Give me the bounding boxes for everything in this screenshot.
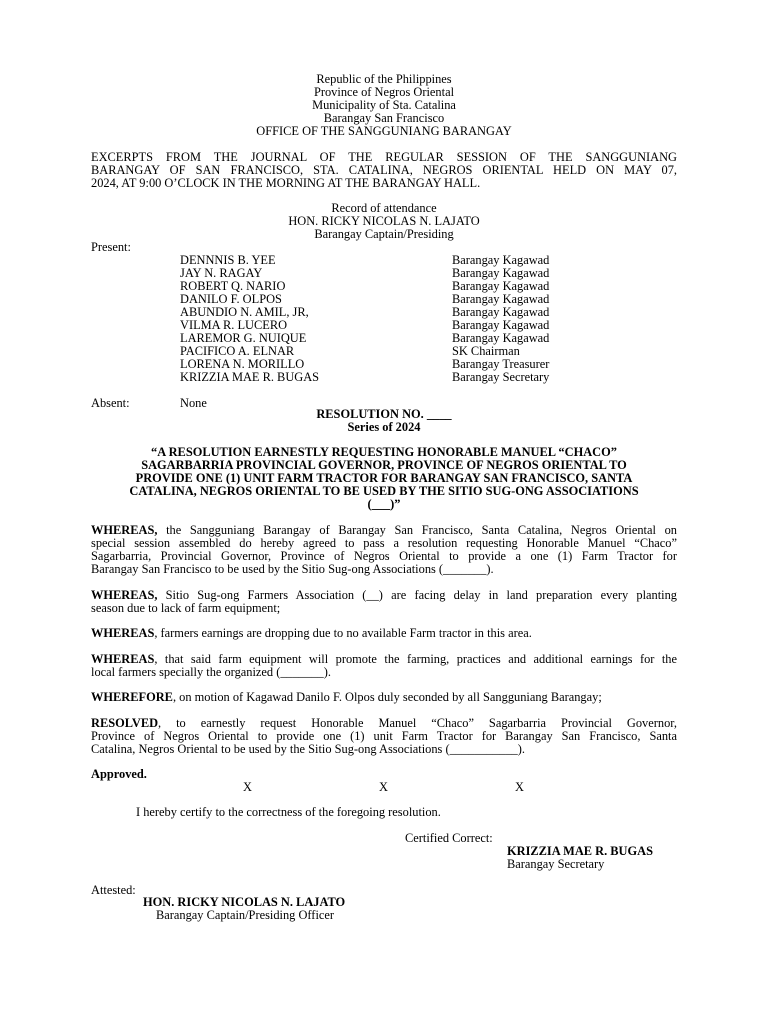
resolution-title-line: “A RESOLUTION EARNESTLY REQUESTING HONORABLE MANUEL “CHACO”	[151, 445, 617, 459]
member-position: Barangay Kagawad	[452, 266, 550, 280]
attested-label: Attested:	[91, 883, 136, 897]
secretary-name: KRIZZIA MAE R. BUGAS	[507, 844, 653, 858]
resolved-line-3: Catalina, Negros Oriental to be used by the Sitio Sug-ong Associations (___________).	[91, 742, 525, 756]
wherefore-line: WHEREFORE, on motion of Kagawad Danilo F. Olpos duly seconded by all Sangguniang Barangay;	[91, 690, 602, 704]
resolution-title-line: CATALINA, NEGROS ORIENTAL TO BE USED BY THE SITIO SUG-ONG ASSOCIATIONS	[129, 484, 639, 498]
resolution-title-line: PROVIDE ONE (1) UNIT FARM TRACTOR FOR BARANGAY SAN FRANCISCO, SANTA	[135, 471, 633, 485]
member-name: ROBERT Q. NARIO	[180, 279, 286, 293]
presiding-name: HON. RICKY NICOLAS N. LAJATO	[288, 214, 480, 228]
record-of-attendance: Record of attendance	[331, 201, 437, 215]
whereas-keyword: WHEREAS	[91, 626, 155, 640]
certification-statement: I hereby certify to the correctness of the foregoing resolution.	[136, 805, 441, 819]
member-name: VILMA R. LUCERO	[180, 318, 288, 332]
excerpt-line-2: BARANGAY OF SAN FRANCISCO, STA. CATALINA, NEGROS ORIENTAL HELD ON MAY 07,	[91, 163, 677, 177]
resolution-title-line: SAGARBARRIA PROVINCIAL GOVERNOR, PROVINCE OF NEGROS ORIENTAL TO	[141, 458, 627, 472]
member-position: Barangay Secretary	[452, 370, 550, 384]
member-position: SK Chairman	[452, 344, 520, 358]
signature-mark: X	[379, 780, 388, 794]
resolved-line-1: RESOLVED, to earnestly request Honorable Manuel “Chaco” Sagarbarria Provincial Governor,	[91, 716, 677, 730]
whereas-keyword: WHEREAS,	[91, 523, 158, 537]
approved-label: Approved.	[91, 767, 147, 781]
whereas-keyword: WHEREAS	[91, 652, 155, 666]
member-name: KRIZZIA MAE R. BUGAS	[180, 370, 320, 384]
member-name: JAY N. RAGAY	[180, 266, 263, 280]
excerpt-line-1: EXCERPTS FROM THE JOURNAL OF THE REGULAR SESSION OF THE SANGGUNIANG	[91, 150, 677, 164]
member-position: Barangay Kagawad	[452, 305, 550, 319]
member-position: Barangay Kagawad	[452, 318, 550, 332]
whereas-4-line-1: WHEREAS, that said farm equipment will promote the farming, practices and additional earnings for the	[91, 652, 677, 666]
whereas-2-line-2: season due to lack of farm equipment;	[91, 601, 281, 615]
secretary-title: Barangay Secretary	[507, 857, 605, 871]
resolved-keyword: RESOLVED	[91, 716, 159, 730]
member-name: DENNNIS B. YEE	[180, 253, 276, 267]
wherefore-keyword: WHEREFORE	[91, 690, 173, 704]
whereas-1-line-4: Barangay San Francisco to be used by the Sitio Sug-ong Associations (_______).	[91, 562, 494, 576]
signature-mark: X	[515, 780, 524, 794]
signature-mark: X	[243, 780, 252, 794]
member-position: Barangay Kagawad	[452, 292, 550, 306]
whereas-1-line-3: Sagarbarria, Provincial Governor, Province of Negros Oriental to provide a one (1) Farm Tractor for	[91, 549, 677, 563]
whereas-1-line-1: WHEREAS, the Sangguniang Barangay of Barangay San Francisco, Santa Catalina, Negros Oriental on	[91, 523, 677, 537]
header-office: OFFICE OF THE SANGGUNIANG BARANGAY	[256, 124, 512, 138]
resolution-series: Series of 2024	[347, 420, 421, 434]
whereas-keyword: WHEREAS,	[91, 588, 158, 602]
header-barangay: Barangay San Francisco	[323, 111, 445, 125]
whereas-1-line-2: special session assembled do hereby agreed to pass a resolution requesting Honorable Manuel “Chaco”	[91, 536, 677, 550]
absent-label: Absent:	[91, 396, 130, 410]
resolved-line-2: Province of Negros Oriental to provide one (1) unit Farm Tractor for Barangay San Francisco, Santa	[91, 729, 677, 743]
member-position: Barangay Kagawad	[452, 253, 550, 267]
present-label: Present:	[91, 240, 131, 254]
excerpt-line-3: 2024, AT 9:00 O’CLOCK IN THE MORNING AT THE BARANGAY HALL.	[91, 176, 481, 190]
absent-value: None	[180, 396, 207, 410]
member-position: Barangay Kagawad	[452, 279, 550, 293]
resolution-number: RESOLUTION NO. ____	[316, 407, 452, 421]
captain-name: HON. RICKY NICOLAS N. LAJATO	[143, 895, 346, 909]
presiding-title: Barangay Captain/Presiding	[314, 227, 454, 241]
header-republic: Republic of the Philippines	[316, 72, 452, 86]
member-name: DANILO F. OLPOS	[180, 292, 282, 306]
member-name: LAREMOR G. NUIQUE	[180, 331, 307, 345]
member-position: Barangay Treasurer	[452, 357, 550, 371]
whereas-3-line-1: WHEREAS, farmers earnings are dropping due to no available Farm tractor in this area.	[91, 626, 532, 640]
whereas-4-line-2: local farmers specially the organized (_______).	[91, 665, 331, 679]
member-name: PACIFICO A. ELNAR	[180, 344, 295, 358]
member-name: LORENA N. MORILLO	[180, 357, 305, 371]
member-position: Barangay Kagawad	[452, 331, 550, 345]
member-name: ABUNDIO N. AMIL, JR,	[180, 305, 309, 319]
resolution-title-line: (___)”	[367, 497, 401, 511]
header-municipality: Municipality of Sta. Catalina	[312, 98, 456, 112]
whereas-2-line-1: WHEREAS, Sitio Sug-ong Farmers Association (__) are facing delay in land preparation every planting	[91, 588, 677, 602]
certified-correct-label: Certified Correct:	[405, 831, 493, 845]
header-province: Province of Negros Oriental	[313, 85, 455, 99]
captain-title: Barangay Captain/Presiding Officer	[156, 908, 335, 922]
